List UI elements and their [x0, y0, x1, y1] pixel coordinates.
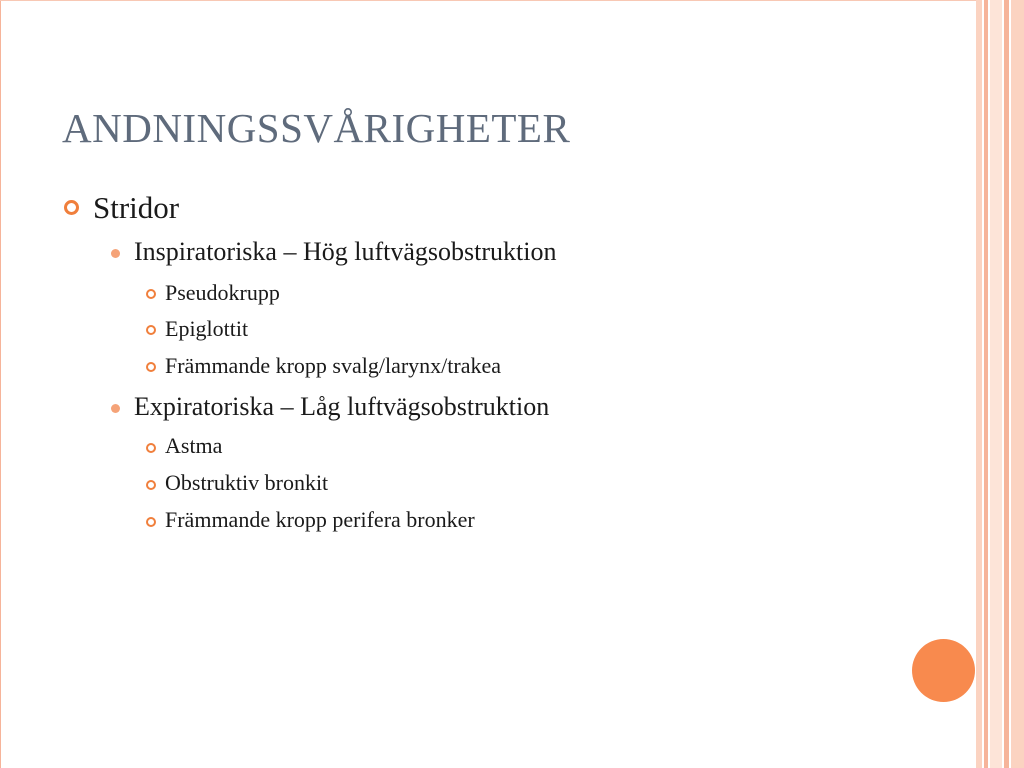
slide-frame-top	[0, 0, 978, 1]
ring-bullet-icon	[146, 325, 156, 335]
ring-bullet-icon	[146, 517, 156, 527]
stripe	[990, 0, 1002, 768]
list-item: Epiglottit	[165, 316, 249, 341]
list-item: Stridor	[93, 190, 180, 225]
ring-bullet-icon	[146, 362, 156, 372]
list-item: Främmande kropp svalg/larynx/trakea	[165, 353, 502, 378]
list-item: Obstruktiv bronkit	[165, 470, 329, 495]
dot-bullet-icon	[111, 404, 120, 413]
slide-title: ANDNINGSSVÅRIGHETER	[62, 105, 571, 151]
list-item: Pseudokrupp	[165, 280, 280, 305]
stripe	[1004, 0, 1009, 768]
slide-frame-left	[0, 0, 6, 768]
ring-bullet-icon	[146, 289, 156, 299]
list-item: Expiratoriska – Låg luftvägsobstruktion	[134, 392, 550, 421]
decorative-stripes	[976, 0, 1024, 768]
ring-bullet-icon	[146, 443, 156, 453]
dot-bullet-icon	[111, 249, 120, 258]
list-item: Astma	[165, 433, 223, 458]
list-item: Inspiratoriska – Hög luftvägsobstruktion	[134, 237, 557, 266]
stripe	[976, 0, 982, 768]
decorative-circle	[912, 639, 975, 702]
stripe	[984, 0, 988, 768]
ring-bullet-icon	[64, 200, 79, 215]
stripe	[1011, 0, 1024, 768]
list-item: Främmande kropp perifera bronker	[165, 507, 475, 532]
ring-bullet-icon	[146, 480, 156, 490]
